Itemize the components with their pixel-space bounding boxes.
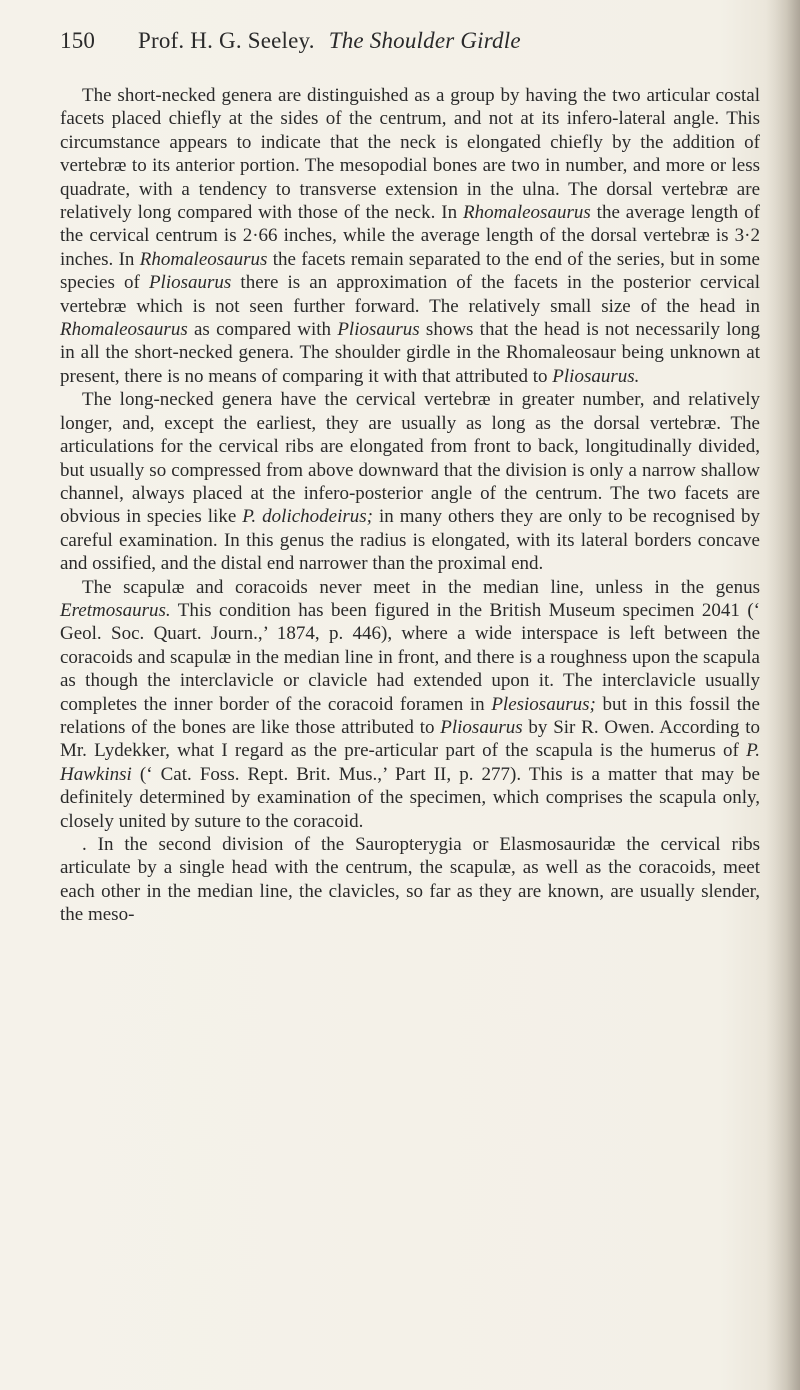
italic-term: Rhomaleosaurus [139,248,268,270]
author-name: Prof. H. G. Seeley. [138,28,315,53]
chapter-title: The Shoulder Girdle [328,28,521,53]
italic-term: P. Hawkinsi [60,740,760,785]
italic-term: Eretmosaurus. [60,599,171,621]
italic-term: Rhomaleosaurus [463,202,591,224]
text-run: the facets remain separated to the end of the series, but in some species of [60,248,760,294]
italic-term: Pliosaurus [148,272,232,294]
page-number: 150 [60,28,96,53]
paragraph-3 [60,576,760,833]
italic-term: P. dolichodeirus; [242,506,373,528]
page-edge-shadow [766,0,800,1390]
body-text [60,84,760,927]
paragraph-4 [60,833,760,927]
paragraph-1 [60,84,760,388]
italic-term: Pliosaurus [337,319,420,341]
text-run: shows that the head is not necessarily long in all the short-necked genera. The shoulder girdle in the Rhomaleosaur being unknown at present, there is no means of comparing it with that attributed to [60,319,761,387]
italic-term: Plesiosaurus; [491,693,596,715]
text-run: The long-necked genera have the cervical vertebræ in greater number, and relatively longer, and, except the earliest, they are usually as long as the dorsal vertebræ. The articulations for the cervical ribs are elongated from front to back, longitudinally divided, but usually so compressed from above downward that the division is only a narrow shallow channel, always placed at the infero-posterior angle of the centrum. The two facets are obvious in species like [60,389,760,528]
text-run: the average length of the cervical centrum is 2·66 inches, while the average length of the dorsal vertebræ is 3·2 inches. In [60,202,760,270]
text-run: in many others they are only to be recognised by careful examination. In this genus the radius is elongated, with its lateral borders concave and ossified, and the distal end narrower than the proximal end. [60,506,760,575]
italic-term: Pliosaurus. [552,365,640,387]
text-run: there is an approximation of the facets in the posterior cervical vertebræ which is not seen further forward. The relatively small size of the head in [60,272,760,317]
text-run: but in this fossil the relations of the bones are like those attributed to [60,693,760,738]
text-run: This condition has been figured in the British Museum specimen 2041 (‘ Geol. Soc. Quart. Journ.,’ 1874, p. 446), where a wide interspace is left between the coracoids and scapulæ in the median line in front, and there is a roughness upon the scapula as though the interclavicle or clavicle had extended upon it. The interclavicle usually completes the inner border of the coracoid foramen in [60,599,760,715]
italic-term: Rhomaleosaurus [60,319,188,341]
text-run: as compared with [187,319,338,341]
running-head [60,28,760,54]
paragraph-2 [60,388,760,575]
text-run: by Sir R. Owen. According to Mr. Lydekker, what I regard as the pre-articular part of the scapula is the humerus of [60,716,760,762]
italic-term: Pliosaurus [440,716,523,738]
text-run: The scapulæ and coracoids never meet in the median line, unless in the genus [82,576,760,598]
text-run: . In the second division of the Sauropterygia or Elasmosauridæ the cervical ribs articulate by a single head with the centrum, the scapulæ, as well as the coracoids, meet each other in the median line, the clavicles, so far as they are known, are usually slender, the meso- [60,834,760,926]
text-run: The short-necked genera are distinguished as a group by having the two articular costal facets placed chiefly at the sides of the centrum, and not at its infero-lateral angle. This circumstance appears to indicate that the neck is elongated chiefly by the addition of vertebræ to its anterior portion. The mesopodial bones are two in number, and more or less quadrate, with a tendency to transverse extension in the ulna. The dorsal vertebræ are relatively long compared with those of the neck. In [60,85,760,224]
text-run: (‘ Cat. Foss. Rept. Brit. Mus.,’ Part II, p. 277). This is a matter that may be definitely determined by examination of the specimen, which comprises the scapula only, closely united by suture to the coracoid. [60,763,760,832]
